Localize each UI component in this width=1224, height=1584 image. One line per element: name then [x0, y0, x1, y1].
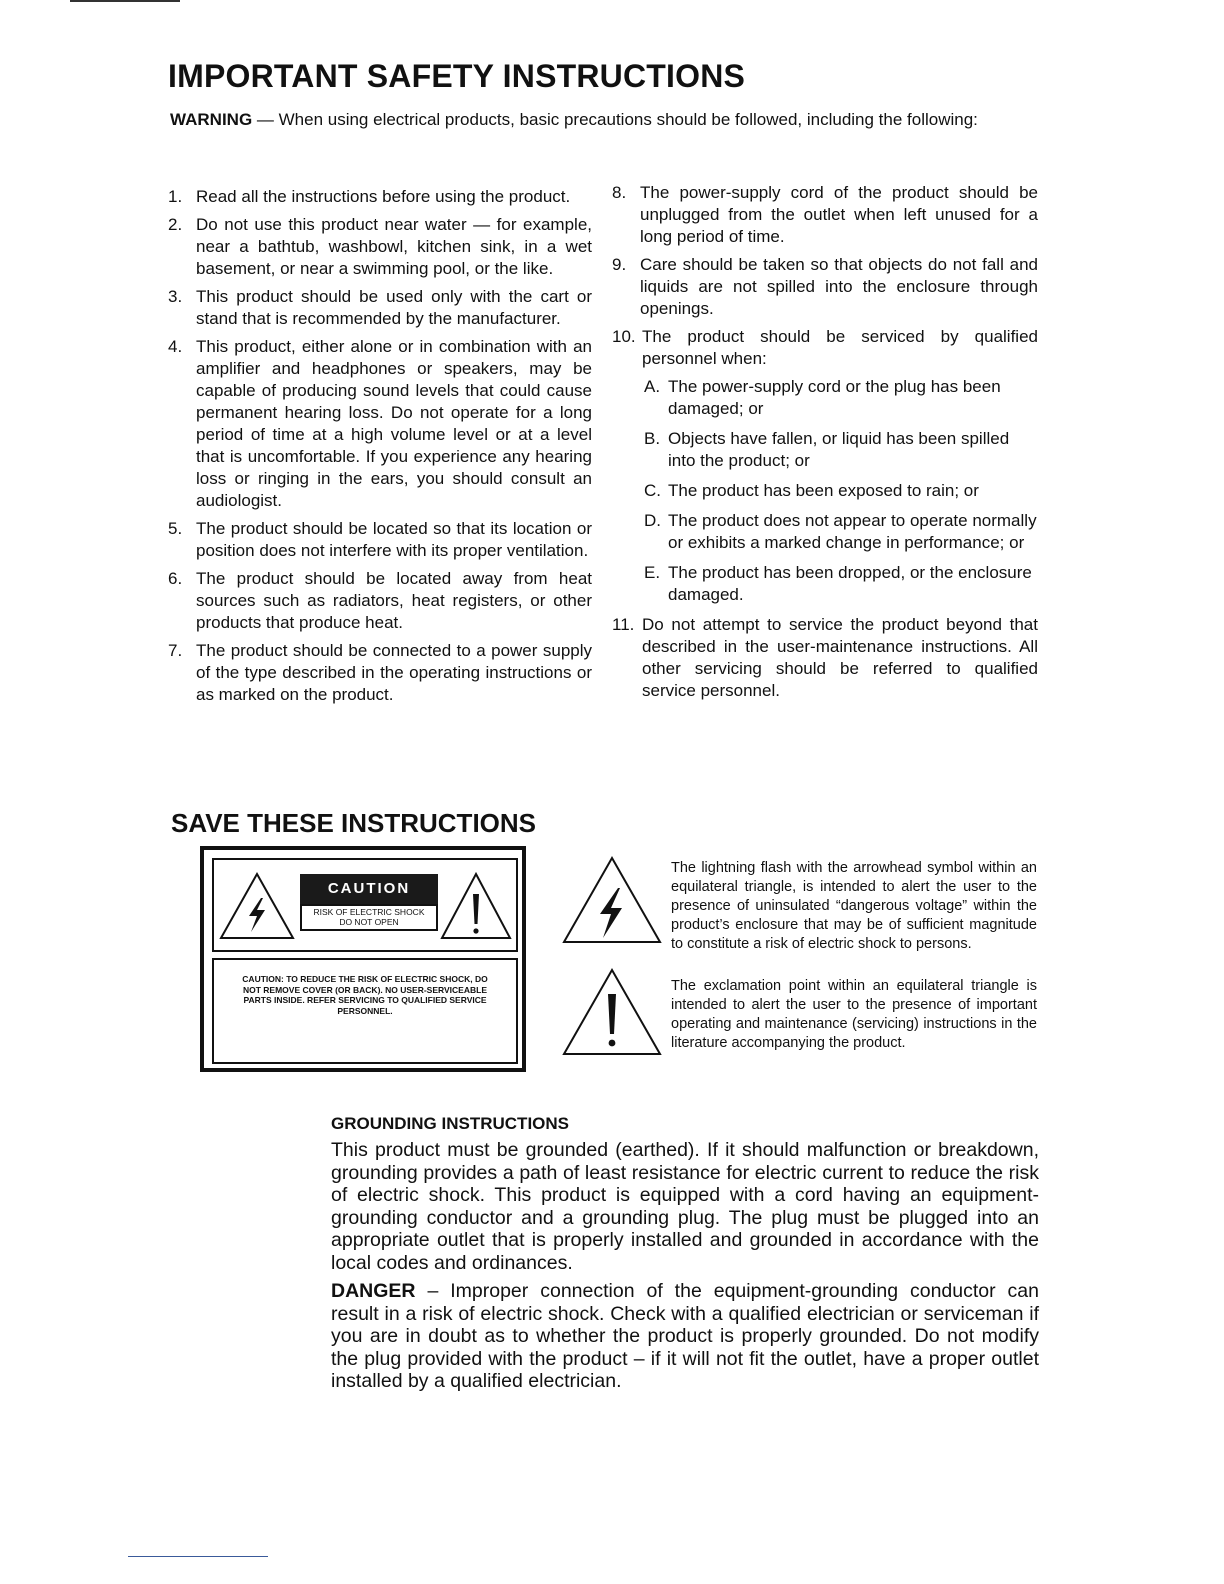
caution-box-header	[212, 858, 518, 952]
list-item	[612, 326, 1038, 370]
item-number: 5.	[168, 519, 183, 538]
top-rule	[70, 0, 180, 2]
sub-item-text: The product has been dropped, or the enclosure damaged.	[668, 563, 1032, 604]
list-item	[612, 254, 1038, 320]
sub-item	[644, 562, 1038, 606]
item-text: Care should be taken so that objects do not fall and liquids are not spilled into the enclosure through openings.	[640, 255, 1038, 318]
list-item	[612, 614, 1038, 702]
item-number: 1.	[168, 187, 183, 206]
item-text: Read all the instructions before using the product.	[196, 187, 571, 206]
item-text: Do not use this product near water — for example, near a bathtub, washbowl, kitchen sink, in a wet basement, or near a swimming pool, or the like.	[196, 215, 592, 278]
risk-line-1: RISK OF ELECTRIC SHOCK	[313, 907, 425, 917]
danger-text: – Improper connection of the equipment-grounding conductor can result in a risk of electric shock. Check with a qualified electrician or serviceman if you are in doubt as to whether the product is properly grounded. Do not modify the plug provided with the product – if it will not fit the outlet, have a proper outlet installed by a qualified electrician.	[331, 1280, 1039, 1392]
lightning-flash-triangle-icon	[560, 854, 664, 946]
sub-item-letter: A.	[644, 377, 661, 396]
item-text: This product, either alone or in combination with an amplifier and headphones or speakers, may be capable of producing sound levels that could cause permanent hearing loss. Do not operate for a long period of time at a high volume level or at a level that is uncomfortable. If you experience any hearing loss or ringing in the ears, you should consult an audiologist.	[196, 337, 592, 510]
sub-item	[644, 376, 1038, 420]
page-title: IMPORTANT SAFETY INSTRUCTIONS	[168, 58, 746, 94]
item-number: 11.	[612, 615, 635, 634]
item-number: 10.	[612, 327, 636, 346]
sub-item-letter: C.	[644, 481, 661, 500]
list-item	[168, 186, 592, 208]
item-number: 6.	[168, 569, 183, 588]
sub-item-letter: D.	[644, 511, 661, 530]
danger-paragraph	[331, 1280, 1039, 1393]
sub-item-text: Objects have fallen, or liquid has been spilled into the product; or	[668, 429, 1010, 470]
item-number: 4.	[168, 337, 183, 356]
danger-label: DANGER	[331, 1280, 416, 1302]
sub-item-text: The product does not appear to operate normally or exhibits a marked change in performance; or	[668, 511, 1037, 552]
list-item	[168, 286, 592, 330]
caution-box	[200, 846, 526, 1072]
item-text: The product should be located away from heat sources such as radiators, heat registers, or other products that produce heat.	[196, 569, 592, 632]
item-number: 7.	[168, 641, 183, 660]
caution-label: CAUTION	[300, 874, 438, 904]
warning-label: WARNING	[170, 110, 253, 129]
sub-item-text: The product has been exposed to rain; or	[668, 481, 979, 500]
list-item	[168, 214, 592, 280]
list-item	[168, 518, 592, 562]
item-number: 3.	[168, 287, 183, 306]
list-item	[168, 336, 592, 512]
lightning-triangle-icon	[218, 870, 296, 942]
item-text: This product should be used only with the cart or stand that is recommended by the manufacturer.	[196, 287, 592, 328]
sub-item-text: The power-supply cord or the plug has been damaged; or	[668, 377, 1001, 418]
caution-box-notice	[212, 958, 518, 1064]
instructions-left-column	[168, 186, 592, 712]
item-text: The power-supply cord of the product should be unplugged from the outlet when left unused for a long period of time.	[640, 183, 1038, 246]
caution-notice-text: CAUTION: TO REDUCE THE RISK OF ELECTRIC SHOCK, DO NOT REMOVE COVER (OR BACK). NO USER-SERVICEABLE PARTS INSIDE. REFER SERVICING TO QUALIFIED SERVICE PERSONNEL.	[242, 974, 488, 1016]
sub-item	[644, 510, 1038, 554]
item-text: The product should be located so that its location or position does not interfere with its proper ventilation.	[196, 519, 592, 560]
save-instructions-heading: SAVE THESE INSTRUCTIONS	[171, 808, 537, 838]
list-item	[168, 568, 592, 634]
lightning-symbol-description: The lightning flash with the arrowhead symbol within an equilateral triangle, is intended to alert the user to the presence of uninsulated “dangerous voltage” within the product’s enclosure that may be of sufficient magnitude to constitute a risk of electric shock to persons.	[671, 860, 1037, 952]
item-number: 9.	[612, 255, 627, 274]
sub-item	[644, 428, 1038, 472]
warning-text: — When using electrical products, basic precautions should be followed, including the following:	[252, 110, 978, 129]
item-number: 8.	[612, 183, 627, 202]
item-text: Do not attempt to service the product beyond that described in the user-maintenance instructions. All other servicing should be referred to qualified service personnel.	[642, 615, 1038, 700]
sub-item-letter: B.	[644, 429, 661, 448]
warning-line	[170, 110, 978, 130]
list-item	[168, 640, 592, 706]
exclamation-triangle-icon	[440, 870, 512, 942]
instructions-right-column	[612, 182, 1038, 708]
risk-label	[300, 904, 438, 931]
item-text: The product should be connected to a power supply of the type described in the operating instructions or as marked on the product.	[196, 641, 592, 704]
bottom-rule	[128, 1556, 268, 1557]
risk-line-2: DO NOT OPEN	[339, 917, 399, 927]
item-number: 2.	[168, 215, 183, 234]
grounding-heading: GROUNDING INSTRUCTIONS	[331, 1114, 569, 1133]
exclamation-symbol-description: The exclamation point within an equilateral triangle is intended to alert the user to the presence of important operating and maintenance (servicing) instructions in the literature accompanying the product.	[671, 978, 1037, 1051]
list-item	[612, 182, 1038, 248]
sub-item	[644, 480, 1038, 502]
exclamation-point-triangle-icon	[560, 966, 664, 1058]
item-text: The product should be serviced by qualified personnel when:	[642, 327, 1038, 368]
sub-item-letter: E.	[644, 563, 661, 582]
grounding-paragraph: This product must be grounded (earthed). If it should malfunction or breakdown, grounding provides a path of least resistance for electric current to reduce the risk of electric shock. This product is equipped with a cord having an equipment-grounding conductor and a grounding plug. The plug must be plugged into an appropriate outlet that is properly installed and grounded in accordance with the local codes and ordinances.	[331, 1139, 1039, 1274]
